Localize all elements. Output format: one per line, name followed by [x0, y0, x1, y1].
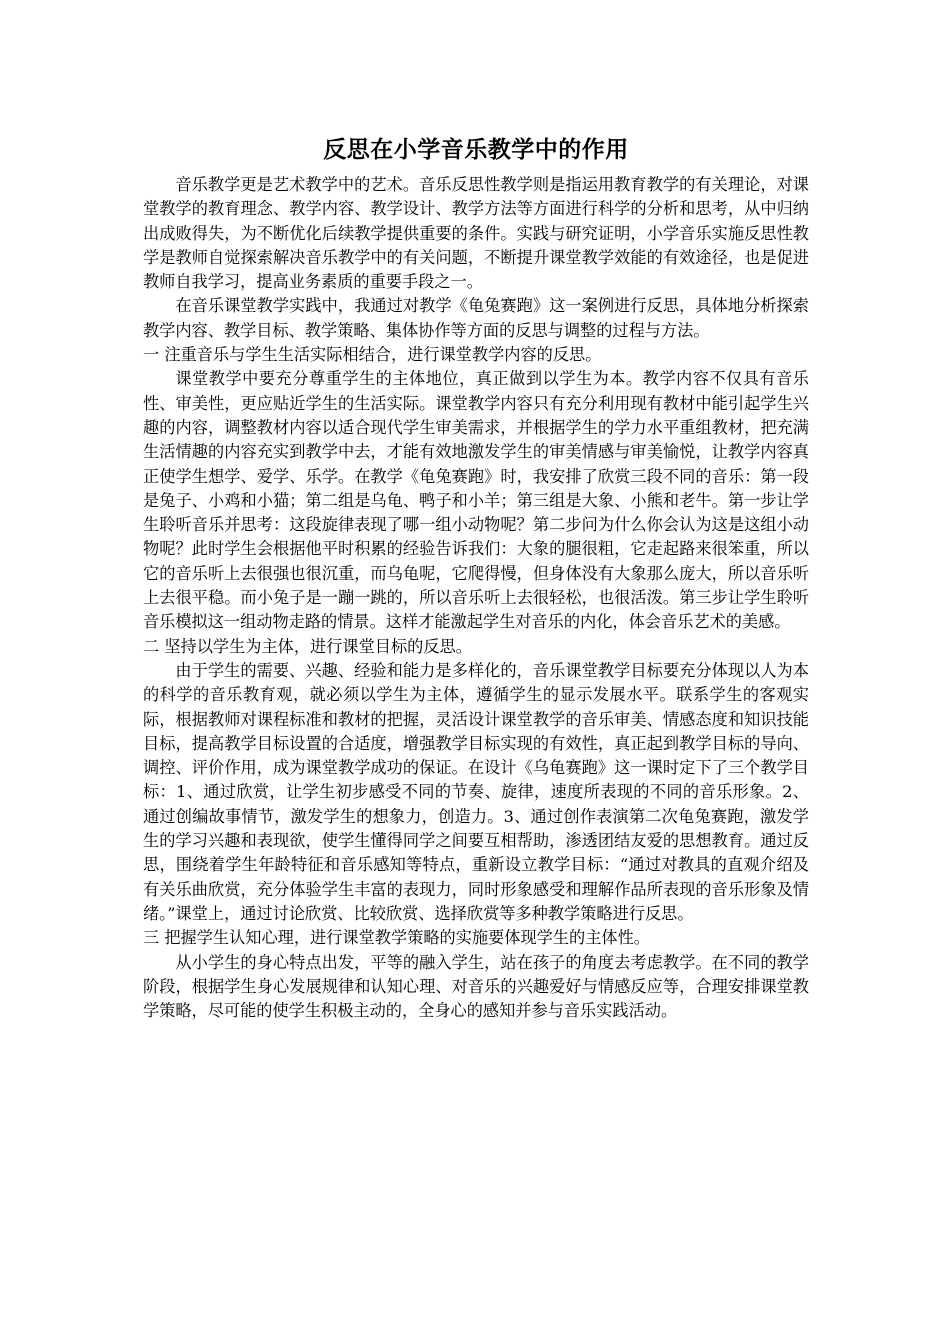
document-body [143, 133, 809, 1023]
section-2-paragraph: 由于学生的需要、兴趣、经验和能力是多样化的，音乐课堂教学目标要充分体现以人为本的科学的音乐教育观，就必须以学生为主体，遵循学生的显示发展水平。联系学生的客观实际，根据教师对课程标准和教材的把握，灵活设计课堂教学的音乐审美、情感态度和知识技能目标，提高教学目标设置的合适度，增强教学目标实现的有效性，真正起到教学目标的导向、调控、评价作用，成为课堂教学成功的保证。在设计《乌龟赛跑》这一课时定下了三个教学目标：1、通过欣赏，让学生初步感受不同的节奏、旋律，速度所表现的不同的音乐形象。2、通过创编故事情节，激发学生的想象力，创造力。3、通过创作表演第二次龟兔赛跑，激发学生的学习兴趣和表现欲，使学生懂得同学之间要互相帮助，渗透团结友爱的思想教育。通过反思，围绕着学生年龄特征和音乐感知等特点，重新设立教学目标：“通过对教具的直观介绍及有关乐曲欣赏，充分体验学生丰富的表现力，同时形象感受和理解作品所表现的音乐形象及情绪。”课堂上，通过讨论欣赏、比较欣赏、选择欣赏等多种教学策略进行反思。 [143, 660, 809, 923]
section-heading-1: 一 注重音乐与学生生活实际相结合，进行课堂教学内容的反思。 [143, 345, 602, 365]
section-1-paragraph: 课堂教学中要充分尊重学生的主体地位，真正做到以学生为本。教学内容不仅具有音乐性、审美性，更应贴近学生的生活实际。课堂教学内容只有充分利用现有教材中能引起学生兴趣的内容，调整教材内容以适合现代学生审美需求，并根据学生的学力水平重组教材，把充满生活情趣的内容充实到教学中去，才能有效地激发学生的审美情感与审美愉悦，让教学内容真正使学生想学、爱学、乐学。在教学《龟兔赛跑》时，我安排了欣赏三段不同的音乐：第一段是兔子、小鸡和小猫；第二组是乌龟、鸭子和小羊；第三组是大象、小熊和老牛。第一步让学生聆听音乐并思考：这段旋律表现了哪一组小动物呢？第二步问为什么你会认为这是这组小动物呢？此时学生会根据他平时积累的经验告诉我们：大象的腿很粗，它走起路来很笨重，所以它的音乐听上去很强也很沉重，而乌龟呢，它爬得慢，但身体没有大象那么庞大，所以音乐听上去很平稳。而小兔子是一蹦一跳的，所以音乐听上去很轻松，也很活泼。第三步让学生聆听音乐模拟这一组动物走路的情景。这样才能激起学生对音乐的内化，体会音乐艺术的美感。 [143, 369, 809, 632]
intro-paragraph: 音乐教学更是艺术教学中的艺术。音乐反思性教学则是指运用教育教学的有关理论，对课堂教学的教育理念、教学内容、教学设计、教学方法等方面进行科学的分析和思考，从中归纳出成败得失，为不断优化后续教学提供重要的条件。实践与研究证明，小学音乐实施反思性教学是教师自觉探索解决音乐教学中的有关问题，不断提升课堂教学效能的有效途径，也是促进教师自我学习，提高业务素质的重要手段之一。 [143, 175, 809, 292]
section-3-paragraph: 从小学生的身心特点出发，平等的融入学生，站在孩子的角度去考虑教学。在不同的教学阶段，根据学生身心发展规律和认知心理、对音乐的兴趣爱好与情感反应等，合理安排课堂教学策略，尽可能的使学生积极主动的，全身心的感知并参与音乐实践活动。 [143, 952, 809, 1021]
section-heading-2: 二 坚持以学生为主体，进行课堂目标的反思。 [143, 636, 472, 656]
document-title: 反思在小学音乐教学中的作用 [323, 136, 629, 163]
section-heading-3: 三 把握学生认知心理，进行课堂教学策略的实施要体现学生的主体性。 [143, 928, 650, 948]
case-overview-paragraph: 在音乐课堂教学实践中，我通过对教学《龟兔赛跑》这一案例进行反思，具体地分析探索教学内容、教学目标、教学策略、集体协作等方面的反思与调整的过程与方法。 [143, 296, 809, 340]
